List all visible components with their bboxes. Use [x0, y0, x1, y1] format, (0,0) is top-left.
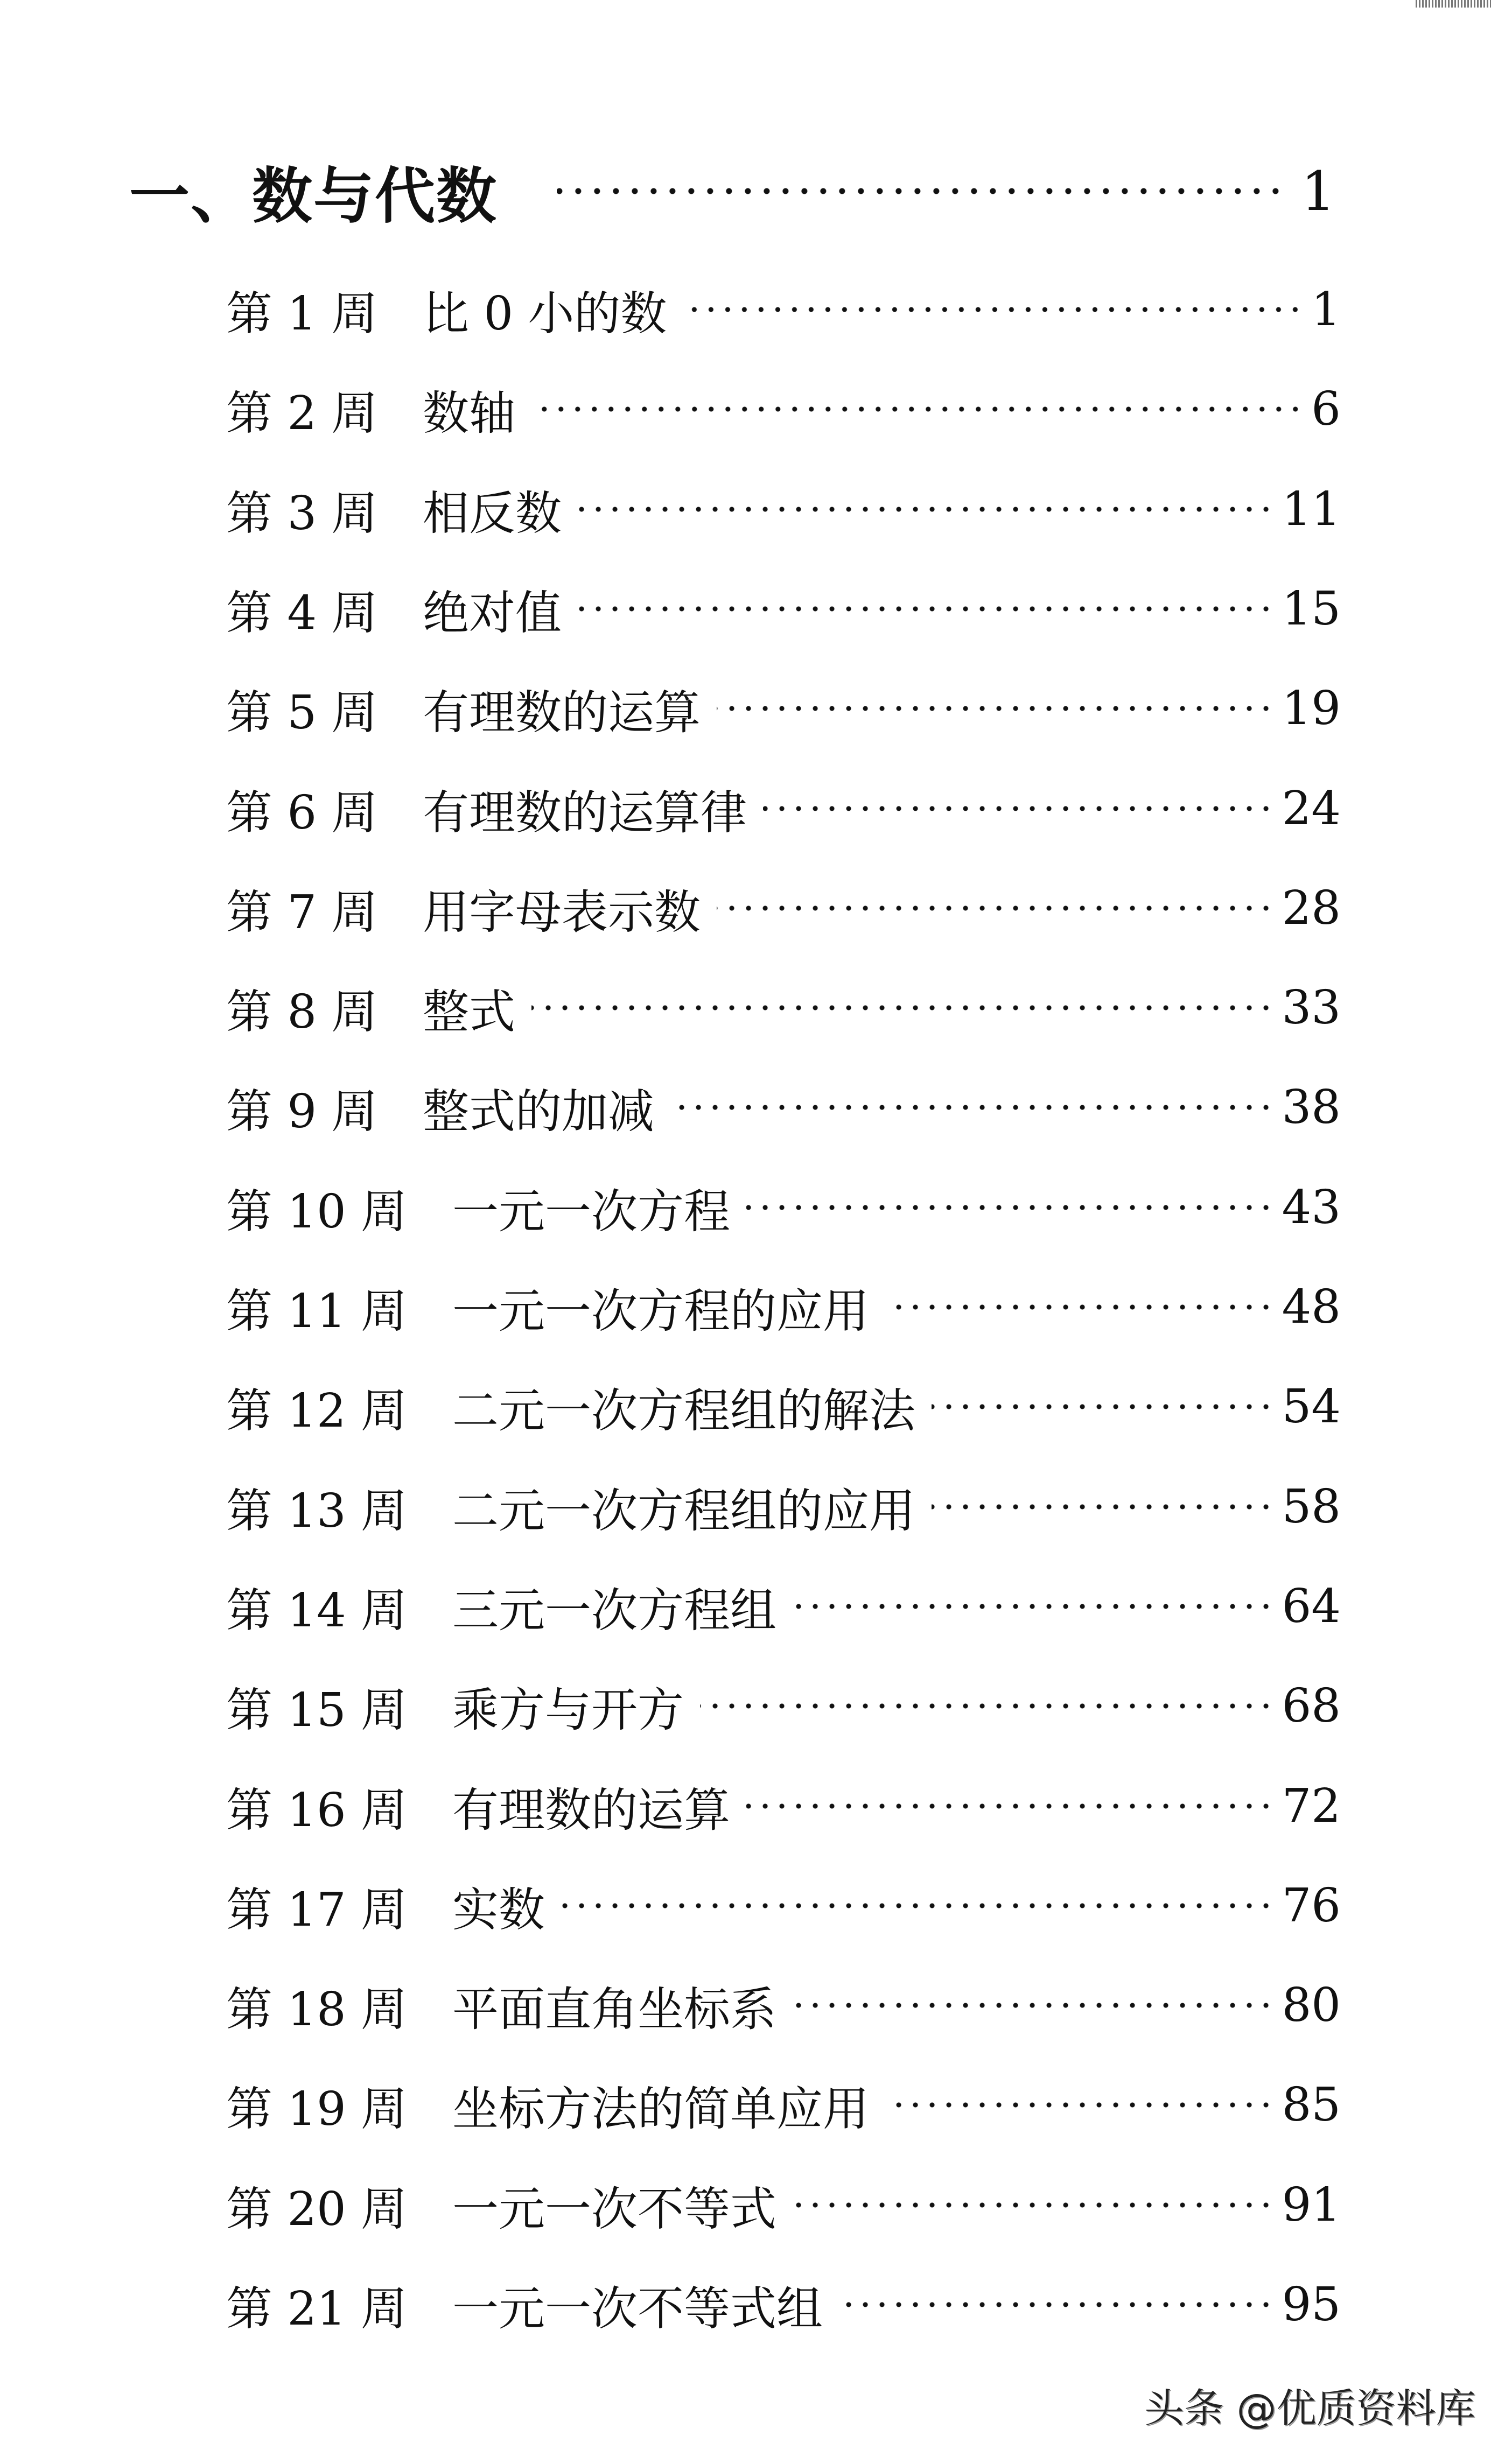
entry-week: 第 2 周: [226, 387, 378, 441]
entry-week: 第 20 周: [226, 2182, 408, 2236]
entry-page-number: 72: [1282, 1779, 1341, 1833]
entry-week: 第 19 周: [226, 2082, 408, 2137]
toc-entry[interactable]: [226, 1774, 1341, 1838]
dot-leader: [885, 1296, 1275, 1318]
entry-week: 第 7 周: [226, 885, 378, 939]
entry-week: 第 11 周: [226, 1284, 408, 1338]
toc-entry[interactable]: [226, 876, 1341, 940]
dot-leader: [717, 897, 1275, 919]
entry-page-number: 91: [1282, 2178, 1341, 2232]
entry-title: 比 0 小的数: [423, 287, 667, 341]
toc-entry[interactable]: [226, 2173, 1341, 2237]
entry-week: 第 4 周: [226, 586, 378, 640]
entry-page-number: 76: [1282, 1878, 1341, 1933]
dot-leader: [885, 2094, 1275, 2116]
entry-title: 三元一次方程组: [452, 1583, 776, 1638]
entry-title: 乘方与开方: [452, 1683, 684, 1738]
dot-leader: [531, 398, 1304, 420]
entry-title: 平面直角坐标系: [452, 1983, 776, 2037]
toc-entry[interactable]: [226, 2272, 1341, 2337]
entry-title: 一元一次不等式: [452, 2182, 776, 2236]
entry-title: 有理数的运算: [452, 1783, 730, 1837]
entry-title: 一元一次不等式组: [452, 2282, 823, 2336]
toc-entry[interactable]: [226, 2073, 1341, 2137]
entry-page-number: 11: [1282, 482, 1341, 536]
entry-week: 第 12 周: [226, 1384, 408, 1438]
entry-page-number: 19: [1282, 682, 1341, 736]
entry-page-number: 38: [1282, 1080, 1341, 1135]
entry-week: 第 21 周: [226, 2282, 408, 2336]
entry-week: 第 10 周: [226, 1184, 408, 1239]
entry-page-number: 54: [1282, 1380, 1341, 1434]
dot-leader: [932, 1496, 1275, 1518]
watermark: 头条 @优质资料库: [1144, 2385, 1476, 2432]
entry-page-number: 28: [1282, 881, 1341, 935]
toc-entry[interactable]: [226, 1674, 1341, 1738]
entry-week: 第 8 周: [226, 985, 378, 1040]
entry-week: 第 17 周: [226, 1883, 408, 1937]
entry-week: 第 5 周: [226, 686, 378, 740]
toc-entry[interactable]: [226, 676, 1341, 741]
entry-title: 相反数: [423, 486, 562, 540]
dot-leader: [531, 997, 1275, 1019]
section-page-number: 1: [1301, 159, 1335, 223]
dot-leader: [700, 1695, 1275, 1717]
entry-page-number: 15: [1282, 581, 1341, 636]
toc-entry[interactable]: [226, 975, 1341, 1040]
dot-leader: [578, 598, 1275, 620]
dot-leader: [793, 1995, 1275, 2016]
entry-title: 一元一次方程: [452, 1184, 730, 1239]
toc-entry[interactable]: [226, 1374, 1341, 1439]
entry-week: 第 16 周: [226, 1783, 408, 1837]
toc-entry[interactable]: [226, 277, 1341, 342]
dot-leader: [557, 175, 1285, 207]
dot-leader: [561, 1895, 1275, 1917]
dot-leader: [670, 1097, 1275, 1118]
entry-page-number: 33: [1282, 981, 1341, 1035]
entry-page-number: 24: [1282, 781, 1341, 836]
entry-page-number: 95: [1282, 2278, 1341, 2332]
dot-leader: [932, 1396, 1275, 1417]
entry-page-number: 68: [1282, 1679, 1341, 1733]
entry-week: 第 15 周: [226, 1683, 408, 1738]
toc-entry[interactable]: [226, 1475, 1341, 1539]
entry-week: 第 13 周: [226, 1484, 408, 1538]
toc-entry[interactable]: [226, 1175, 1341, 1240]
entry-title: 一元一次方程的应用: [452, 1284, 869, 1338]
entry-title: 坐标方法的简单应用: [452, 2082, 869, 2137]
entry-title: 数轴: [423, 387, 515, 441]
entry-week: 第 14 周: [226, 1583, 408, 1638]
entry-title: 整式的加减: [423, 1085, 654, 1139]
dot-leader: [746, 1197, 1275, 1218]
entry-page-number: 1: [1311, 283, 1341, 336]
entry-title: 二元一次方程组的应用: [452, 1484, 915, 1538]
section-title: 一、数与代数: [129, 161, 498, 231]
entry-title: 绝对值: [423, 586, 562, 640]
toc-entry[interactable]: [226, 477, 1341, 542]
toc-entry[interactable]: [226, 1873, 1341, 1938]
toc-entry[interactable]: [226, 1574, 1341, 1639]
entry-title: 二元一次方程组的解法: [452, 1384, 915, 1438]
dot-leader: [683, 299, 1304, 320]
entry-page-number: 58: [1282, 1479, 1341, 1534]
entry-page-number: 64: [1282, 1579, 1341, 1633]
section-heading: [129, 153, 1335, 229]
dot-leader: [793, 2194, 1275, 2216]
toc-entry[interactable]: [226, 1275, 1341, 1339]
entry-page-number: 80: [1282, 1978, 1341, 2033]
entry-title: 有理数的运算: [423, 686, 701, 740]
dot-leader: [793, 1596, 1275, 1617]
toc-entry[interactable]: [226, 577, 1341, 641]
entry-page-number: 85: [1282, 2078, 1341, 2132]
dot-leader: [746, 1795, 1275, 1817]
dot-leader: [578, 499, 1275, 520]
entry-title: 有理数的运算律: [423, 785, 747, 840]
entry-week: 第 9 周: [226, 1085, 378, 1139]
entry-week: 第 1 周: [226, 287, 378, 341]
toc-entry[interactable]: [226, 776, 1341, 841]
entry-week: 第 18 周: [226, 1983, 408, 2037]
entry-title: 用字母表示数: [423, 885, 701, 939]
toc-entry[interactable]: [226, 1973, 1341, 2038]
dot-leader: [717, 698, 1275, 719]
scan-edge-mark: [1416, 0, 1491, 8]
toc-entry[interactable]: [226, 1075, 1341, 1140]
entry-page-number: 43: [1282, 1180, 1341, 1234]
entry-title: 整式: [423, 985, 515, 1040]
toc-entry[interactable]: [226, 377, 1341, 441]
dot-leader: [839, 2294, 1275, 2315]
entry-week: 第 3 周: [226, 486, 378, 540]
dot-leader: [763, 798, 1275, 819]
entry-title: 实数: [452, 1883, 545, 1937]
entry-page-number: 48: [1282, 1280, 1341, 1334]
entry-week: 第 6 周: [226, 785, 378, 840]
entry-page-number: 6: [1311, 382, 1341, 437]
